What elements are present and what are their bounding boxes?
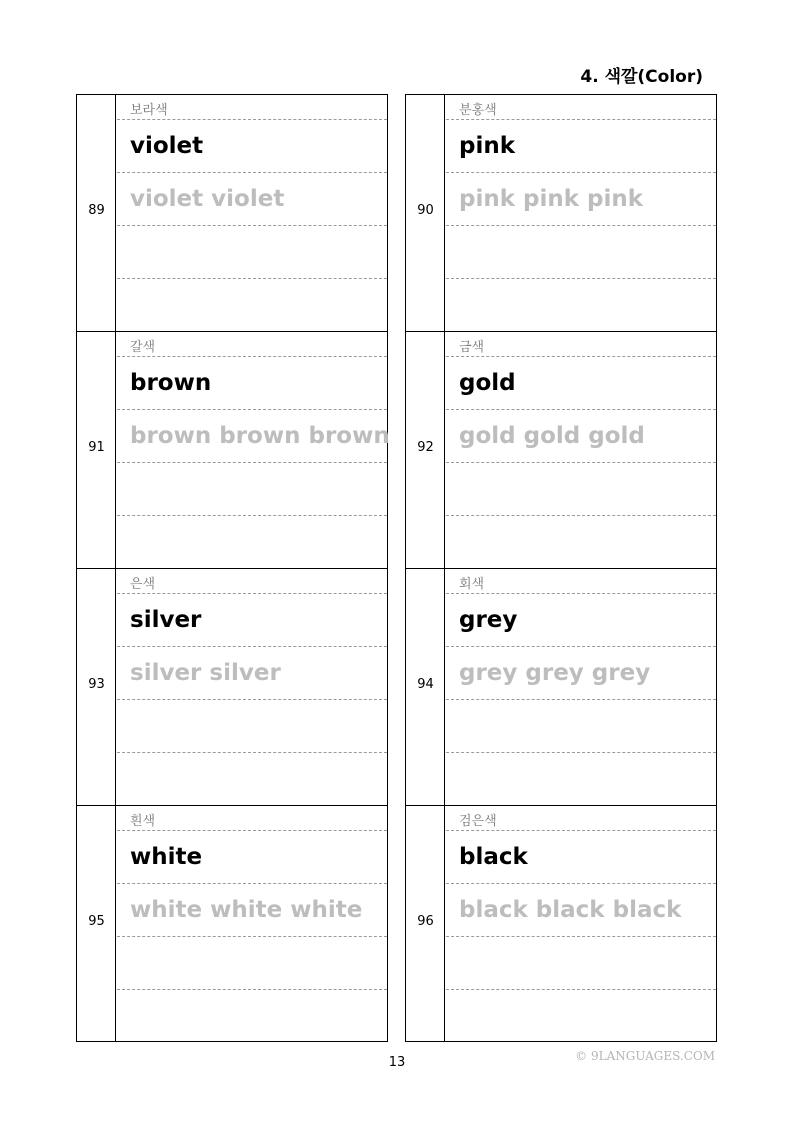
trace-row: [117, 410, 390, 463]
practice-row: [117, 516, 387, 569]
word-row: [117, 120, 387, 173]
card-number: 91: [88, 440, 105, 455]
vocab-card: [405, 94, 717, 331]
section-title: 4. 색깔(Color): [580, 67, 703, 87]
korean-label: 회색: [459, 577, 485, 592]
practice-row: [117, 990, 387, 1043]
trace-text: pink pink pink: [459, 186, 644, 212]
vocab-card: [76, 94, 388, 331]
trace-text: gold gold gold: [459, 423, 645, 449]
trace-row: [446, 884, 716, 937]
trace-text: silver silver: [130, 660, 281, 686]
english-word: gold: [459, 370, 516, 396]
word-row: [446, 357, 716, 410]
copyright-text: © 9LANGUAGES.COM: [575, 1049, 715, 1063]
practice-row: [117, 279, 387, 332]
english-word: silver: [130, 607, 202, 633]
card-number: 95: [88, 914, 105, 929]
korean-row: [117, 569, 387, 594]
korean-row: [117, 95, 387, 120]
korean-label: 검은색: [459, 814, 497, 829]
trace-row: [117, 647, 387, 700]
word-row: [446, 831, 716, 884]
trace-row: [446, 647, 716, 700]
korean-label: 은색: [130, 577, 156, 592]
practice-row: [117, 700, 387, 753]
practice-row: [117, 226, 387, 279]
word-row: [446, 120, 716, 173]
english-word: black: [459, 844, 528, 870]
korean-row: [446, 569, 716, 594]
practice-row: [117, 753, 387, 806]
korean-row: [117, 806, 387, 831]
word-row: [446, 594, 716, 647]
card-number: 96: [417, 914, 434, 929]
vocab-card: [76, 331, 388, 568]
trace-text: violet violet: [130, 186, 285, 212]
word-row: [117, 831, 387, 884]
vocab-card: [405, 568, 717, 805]
trace-row: [117, 884, 387, 937]
korean-label: 금색: [459, 340, 485, 355]
vocab-card: [405, 805, 717, 1042]
english-word: pink: [459, 133, 516, 159]
practice-row: [446, 700, 716, 753]
trace-text: white white white: [130, 897, 363, 923]
card-number: 94: [417, 677, 434, 692]
practice-row: [446, 463, 716, 516]
korean-label: 보라색: [130, 103, 168, 118]
card-number: 93: [88, 677, 105, 692]
card-number: 90: [417, 203, 434, 218]
page-number: 13: [388, 1055, 406, 1070]
trace-text: brown brown brown: [130, 423, 390, 449]
word-row: [117, 594, 387, 647]
english-word: violet: [130, 133, 204, 159]
practice-row: [117, 463, 387, 516]
english-word: white: [130, 844, 203, 870]
practice-row: [117, 937, 387, 990]
korean-row: [446, 806, 716, 831]
practice-row: [446, 279, 716, 332]
practice-row: [446, 516, 716, 569]
practice-row: [446, 937, 716, 990]
practice-row: [446, 753, 716, 806]
card-number: 92: [417, 440, 434, 455]
vocab-card: [76, 805, 388, 1042]
korean-row: [117, 332, 387, 357]
korean-row: [446, 95, 716, 120]
trace-row: [117, 173, 387, 226]
trace-text: grey grey grey: [459, 660, 651, 686]
trace-text: black black black: [459, 897, 682, 923]
korean-label: 분홍색: [459, 103, 497, 118]
trace-row: [446, 410, 716, 463]
word-row: [117, 357, 387, 410]
practice-row: [446, 990, 716, 1043]
english-word: brown: [130, 370, 212, 396]
vocab-card: [76, 568, 388, 805]
english-word: grey: [459, 607, 518, 633]
vocab-card: [405, 331, 717, 568]
korean-row: [446, 332, 716, 357]
korean-label: 갈색: [130, 340, 156, 355]
korean-label: 흰색: [130, 814, 156, 829]
practice-row: [446, 226, 716, 279]
trace-row: [446, 173, 716, 226]
card-number: 89: [88, 203, 105, 218]
